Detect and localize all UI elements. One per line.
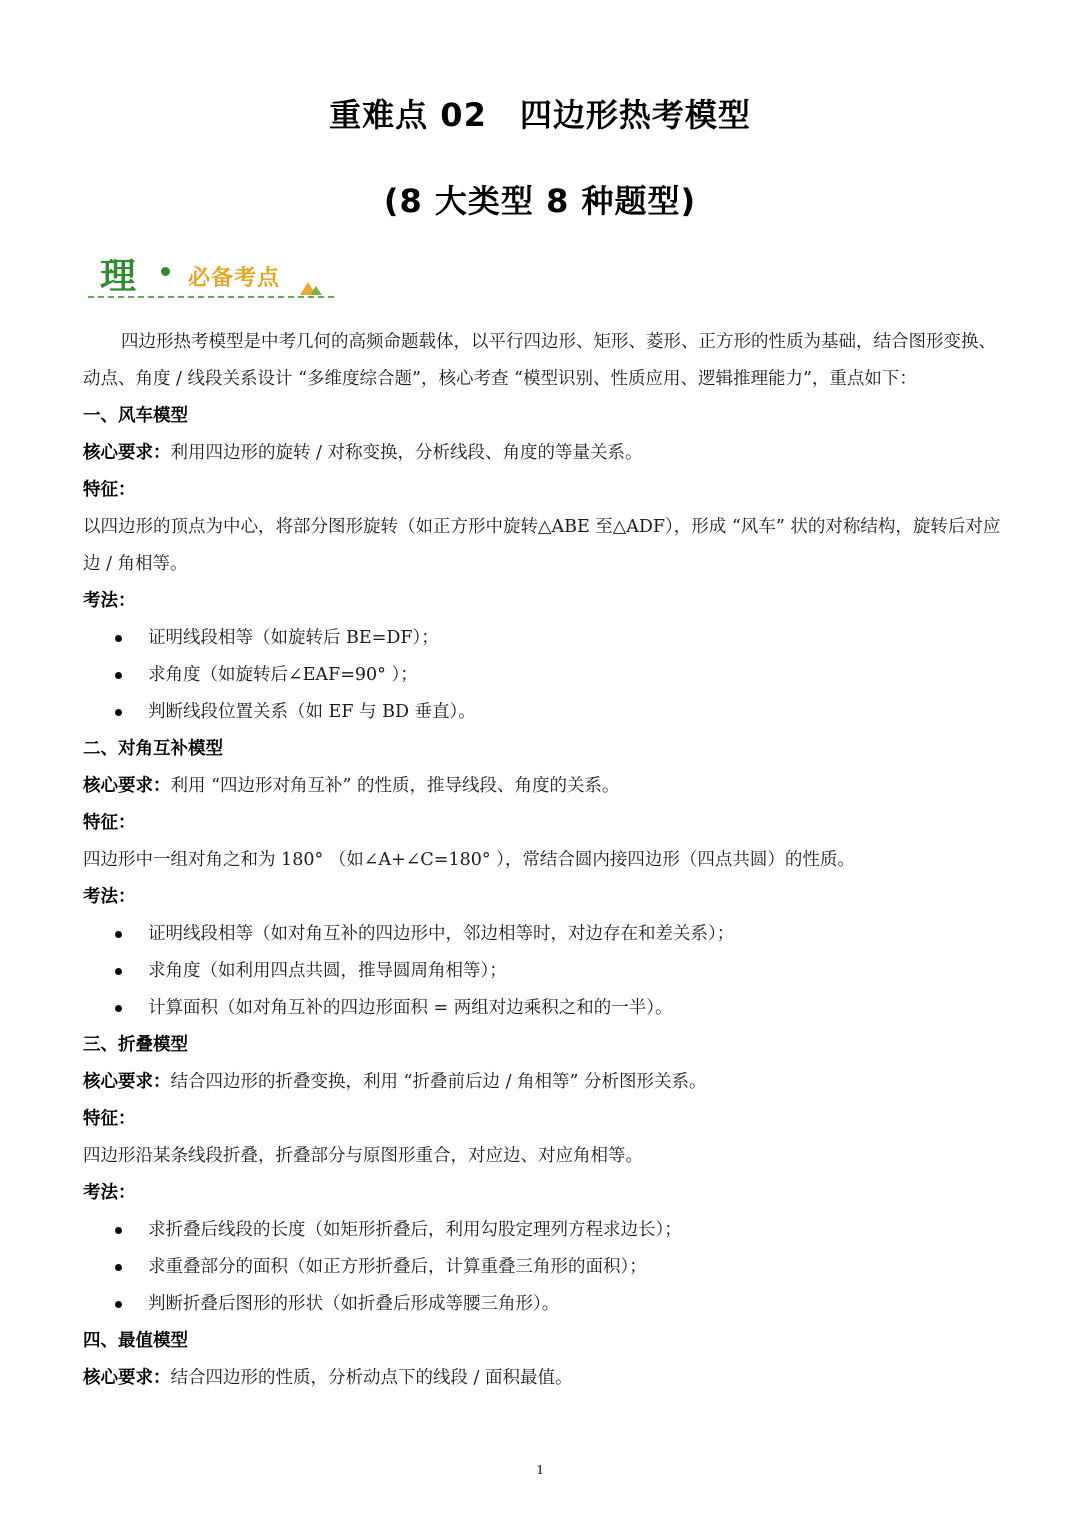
banner-dot	[161, 267, 170, 276]
method-label: 考法：	[83, 887, 136, 907]
feature-text: 四边形中一组对角之和为 180° （如∠A+∠C=180° ），常结合圆内接四边形（四点共圆）的性质。	[83, 850, 855, 870]
document-body	[83, 324, 1003, 1397]
list-item	[83, 620, 1003, 657]
section-heading: 二、对角互补模型	[83, 739, 223, 759]
core-label: 核心要求：	[83, 443, 171, 463]
list-item-text: 求角度（如旋转后∠EAF=90° ）；	[148, 665, 418, 685]
core-text: 利用四边形的旋转 / 对称变换，分析线段、角度的等量关系。	[170, 443, 643, 463]
core-requirement	[83, 435, 1003, 472]
page-number: 1	[536, 1463, 544, 1478]
tree-icon	[310, 286, 322, 295]
bullet-icon	[115, 672, 122, 679]
bullet-icon	[115, 1301, 122, 1308]
list-item-text: 求角度（如利用四点共圆，推导圆周角相等）；	[148, 961, 507, 981]
method-list	[83, 620, 1003, 731]
list-item-text: 判断折叠后图形的形状（如折叠后形成等腰三角形）。	[148, 1294, 560, 1314]
banner-text: 必备考点	[188, 266, 281, 291]
bullet-icon	[115, 968, 122, 975]
list-item-text: 求重叠部分的面积（如正方形折叠后，计算重叠三角形的面积）；	[148, 1257, 647, 1277]
bullet-icon	[115, 1227, 122, 1234]
core-requirement	[83, 768, 1003, 805]
feature-text: 四边形沿某条线段折叠，折叠部分与原图形重合，对应边、对应角相等。	[83, 1146, 643, 1166]
core-label: 核心要求：	[83, 1368, 171, 1388]
list-item	[83, 1286, 1003, 1323]
core-text: 利用 “四边形对角互补” 的性质，推导线段、角度的关系。	[170, 776, 620, 796]
section-heading: 三、折叠模型	[83, 1035, 188, 1055]
method-list	[83, 1212, 1003, 1323]
core-label: 核心要求：	[83, 776, 171, 796]
core-text: 结合四边形的折叠变换，利用 “折叠前后边 / 角相等” 分析图形关系。	[170, 1072, 707, 1092]
bullet-icon	[115, 635, 122, 642]
core-text: 结合四边形的性质，分析动点下的线段 / 面积最值。	[170, 1368, 573, 1388]
section-heading: 四、最值模型	[83, 1331, 188, 1351]
method-label: 考法：	[83, 1183, 136, 1203]
page-subtitle: (8 大类型 8 种题型)	[383, 182, 697, 220]
list-item	[83, 694, 1003, 731]
feature-label: 特征：	[83, 480, 136, 500]
list-item-text: 计算面积（如对角互补的四边形面积 = 两组对边乘积之和的一半）。	[148, 998, 673, 1018]
method-label: 考法：	[83, 591, 136, 611]
list-item-text: 证明线段相等（如旋转后 BE=DF）；	[148, 628, 439, 648]
list-item-text: 判断线段位置关系（如 EF 与 BD 垂直）。	[148, 702, 476, 722]
list-item	[83, 1212, 1003, 1249]
banner-char: 理	[100, 255, 137, 297]
list-item	[83, 916, 1003, 953]
page-title: 重难点 02 四边形热考模型	[329, 96, 751, 134]
bullet-icon	[115, 931, 122, 938]
intro-paragraph: 四边形热考模型是中考几何的高频命题载体，以平行四边形、矩形、菱形、正方形的性质为基础，结合图形变换、动点、角度 / 线段关系设计 “多维度综合题”，核心考查 “模型识别、性质应用、逻辑推理能力”，重点如下：	[83, 332, 996, 389]
core-label: 核心要求：	[83, 1072, 171, 1092]
feature-label: 特征：	[83, 813, 136, 833]
core-requirement	[83, 1360, 1003, 1397]
method-list	[83, 916, 1003, 1027]
banner-underline	[88, 296, 334, 298]
feature-label: 特征：	[83, 1109, 136, 1129]
list-item	[83, 657, 1003, 694]
core-requirement	[83, 1064, 1003, 1101]
bullet-icon	[115, 709, 122, 716]
list-item	[83, 1249, 1003, 1286]
bullet-icon	[115, 1005, 122, 1012]
feature-text: 以四边形的顶点为中心，将部分图形旋转（如正方形中旋转△ABE 至△ADF），形成 “风车” 状的对称结构，旋转后对应边 / 角相等。	[83, 517, 1001, 574]
section-banner	[88, 248, 338, 304]
list-item	[83, 990, 1003, 1027]
section-heading: 一、风车模型	[83, 406, 188, 426]
bullet-icon	[115, 1264, 122, 1271]
list-item-text: 证明线段相等（如对角互补的四边形中，邻边相等时，对边存在和差关系）；	[148, 924, 735, 944]
list-item-text: 求折叠后线段的长度（如矩形折叠后，利用勾股定理列方程求边长）；	[148, 1220, 682, 1240]
list-item	[83, 953, 1003, 990]
